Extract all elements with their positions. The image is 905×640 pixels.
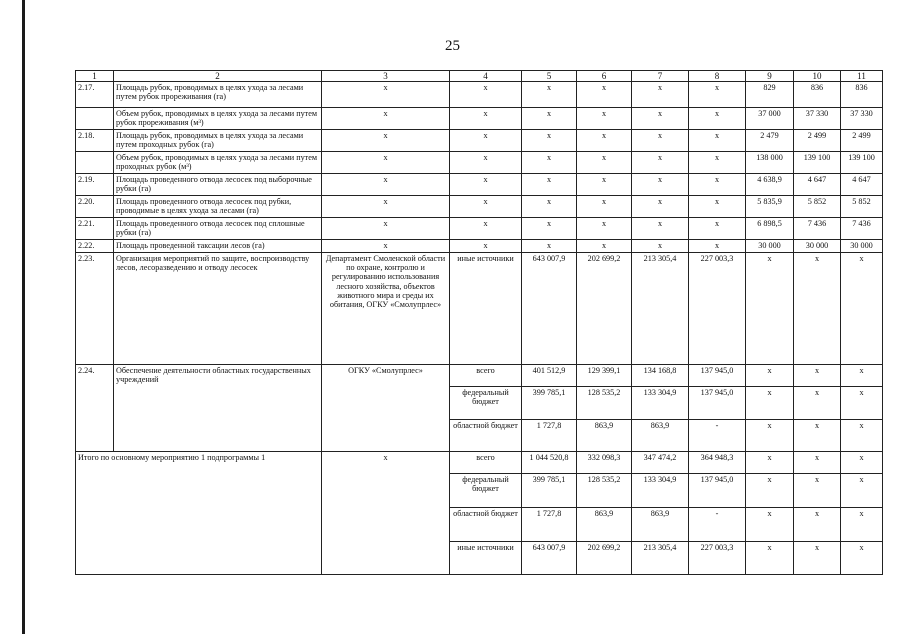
value-cell: x xyxy=(689,218,746,240)
value-cell: x xyxy=(577,240,632,253)
value-cell: 643 007,9 xyxy=(522,253,577,365)
header-row xyxy=(76,71,883,82)
value-cell: x xyxy=(689,108,746,130)
value-cell: x xyxy=(522,152,577,174)
value-cell: 213 305,4 xyxy=(632,542,689,575)
value-cell: x xyxy=(522,218,577,240)
table-row xyxy=(76,196,883,218)
row-number: 2.24. xyxy=(76,365,114,452)
value-cell: x xyxy=(322,152,450,174)
row-number: 2.21. xyxy=(76,218,114,240)
value-cell: x xyxy=(322,108,450,130)
value-cell: 5 835,9 xyxy=(746,196,794,218)
value-cell: x xyxy=(522,240,577,253)
funding-source: иные источники xyxy=(450,253,522,365)
value-cell: x xyxy=(841,474,883,508)
value-cell: 30 000 xyxy=(794,240,841,253)
value-cell: 30 000 xyxy=(746,240,794,253)
value-cell: 133 304,9 xyxy=(632,474,689,508)
column-header: 7 xyxy=(632,71,689,82)
budget-table xyxy=(75,70,883,575)
value-cell: 133 304,9 xyxy=(632,387,689,420)
column-header: 4 xyxy=(450,71,522,82)
value-cell: x xyxy=(450,174,522,196)
value-cell: x xyxy=(322,82,450,108)
value-cell: x xyxy=(794,253,841,365)
total-row xyxy=(76,452,883,474)
value-cell: x xyxy=(632,130,689,152)
value-cell: x xyxy=(689,174,746,196)
table-row xyxy=(76,82,883,108)
row-title: Обеспечение деятельности областных государственных учреждений xyxy=(114,365,322,452)
value-cell: x xyxy=(577,152,632,174)
value-cell: x xyxy=(794,420,841,452)
value-cell: x xyxy=(522,82,577,108)
value-cell: x xyxy=(577,218,632,240)
row-title: Объем рубок, проводимых в целях ухода за лесами путем проходных рубок (м³) xyxy=(114,152,322,174)
column-header: 5 xyxy=(522,71,577,82)
value-cell: 138 000 xyxy=(746,152,794,174)
value-cell: x xyxy=(794,365,841,387)
value-cell: x xyxy=(841,542,883,575)
value-cell: x xyxy=(841,452,883,474)
value-cell: x xyxy=(577,174,632,196)
scan-border-line xyxy=(22,0,25,634)
value-cell: 139 100 xyxy=(794,152,841,174)
value-cell: 399 785,1 xyxy=(522,387,577,420)
value-cell: x xyxy=(689,152,746,174)
value-cell: x xyxy=(689,196,746,218)
value-cell: x xyxy=(632,240,689,253)
table-row xyxy=(76,108,883,130)
executor-cell: ОГКУ «Смолупрлес» xyxy=(322,365,450,452)
value-cell: 401 512,9 xyxy=(522,365,577,387)
row-title: Площадь проведенной таксации лесов (га) xyxy=(114,240,322,253)
value-cell: 332 098,3 xyxy=(577,452,632,474)
value-cell: x xyxy=(689,82,746,108)
table-row xyxy=(76,365,883,387)
value-cell: 4 647 xyxy=(794,174,841,196)
column-header: 1 xyxy=(76,71,114,82)
value-cell: 1 044 520,8 xyxy=(522,452,577,474)
funding-source: федеральный бюджет xyxy=(450,474,522,508)
value-cell: 836 xyxy=(841,82,883,108)
value-cell: x xyxy=(322,174,450,196)
value-cell: 30 000 xyxy=(841,240,883,253)
value-cell: 134 168,8 xyxy=(632,365,689,387)
row-title: Площадь рубок, проводимых в целях ухода за лесами путем проходных рубок (га) xyxy=(114,130,322,152)
row-number: 2.22. xyxy=(76,240,114,253)
value-cell: 4 638,9 xyxy=(746,174,794,196)
total-label: Итого по основному мероприятию 1 подпрограммы 1 xyxy=(76,452,322,575)
value-cell: x xyxy=(794,508,841,542)
value-cell: 399 785,1 xyxy=(522,474,577,508)
value-cell: x xyxy=(841,508,883,542)
funding-source: областной бюджет xyxy=(450,420,522,452)
value-cell: 137 945,0 xyxy=(689,365,746,387)
value-cell: 128 535,2 xyxy=(577,387,632,420)
value-cell: - xyxy=(689,420,746,452)
value-cell: 1 727,8 xyxy=(522,508,577,542)
value-cell: x xyxy=(522,130,577,152)
value-cell: 2 499 xyxy=(794,130,841,152)
value-cell: x xyxy=(632,82,689,108)
row-number: 2.17. xyxy=(76,82,114,108)
value-cell: 37 330 xyxy=(794,108,841,130)
funding-source: иные источники xyxy=(450,542,522,575)
value-cell: 347 474,2 xyxy=(632,452,689,474)
value-cell: x xyxy=(577,130,632,152)
value-cell: 863,9 xyxy=(577,508,632,542)
funding-source: федеральный бюджет xyxy=(450,387,522,420)
value-cell: x xyxy=(632,196,689,218)
executor-cell: x xyxy=(322,452,450,575)
table-row xyxy=(76,253,883,365)
value-cell: 137 945,0 xyxy=(689,387,746,420)
value-cell: 213 305,4 xyxy=(632,253,689,365)
value-cell: 202 699,2 xyxy=(577,542,632,575)
value-cell: x xyxy=(322,240,450,253)
value-cell: x xyxy=(322,218,450,240)
row-title: Организация мероприятий по защите, воспроизводству лесов, лесоразведению и отводу лесосек xyxy=(114,253,322,365)
value-cell: x xyxy=(450,152,522,174)
value-cell: x xyxy=(841,387,883,420)
value-cell: 227 003,3 xyxy=(689,253,746,365)
value-cell: x xyxy=(841,253,883,365)
value-cell: x xyxy=(322,196,450,218)
value-cell: x xyxy=(746,387,794,420)
value-cell: 863,9 xyxy=(577,420,632,452)
value-cell: x xyxy=(450,196,522,218)
funding-source: областной бюджет xyxy=(450,508,522,542)
value-cell: x xyxy=(746,542,794,575)
value-cell: 836 xyxy=(794,82,841,108)
value-cell: 4 647 xyxy=(841,174,883,196)
value-cell: 128 535,2 xyxy=(577,474,632,508)
value-cell: x xyxy=(450,240,522,253)
value-cell: x xyxy=(450,218,522,240)
value-cell: x xyxy=(746,253,794,365)
value-cell: x xyxy=(450,130,522,152)
value-cell: x xyxy=(794,474,841,508)
value-cell: x xyxy=(450,108,522,130)
value-cell: 643 007,9 xyxy=(522,542,577,575)
value-cell: x xyxy=(632,218,689,240)
row-title: Площадь проведенного отвода лесосек под рубки, проводимые в целях ухода за лесами (га) xyxy=(114,196,322,218)
value-cell: 202 699,2 xyxy=(577,253,632,365)
value-cell: x xyxy=(794,452,841,474)
value-cell: x xyxy=(577,108,632,130)
value-cell: x xyxy=(577,82,632,108)
row-number xyxy=(76,152,114,174)
value-cell: 863,9 xyxy=(632,420,689,452)
value-cell: x xyxy=(794,387,841,420)
column-header: 9 xyxy=(746,71,794,82)
value-cell: x xyxy=(746,365,794,387)
row-number: 2.20. xyxy=(76,196,114,218)
value-cell: 37 330 xyxy=(841,108,883,130)
value-cell: x xyxy=(577,196,632,218)
column-header: 3 xyxy=(322,71,450,82)
value-cell: 6 898,5 xyxy=(746,218,794,240)
row-title: Площадь рубок, проводимых в целях ухода за лесами путем рубок прореживания (га) xyxy=(114,82,322,108)
value-cell: x xyxy=(522,108,577,130)
value-cell: 129 399,1 xyxy=(577,365,632,387)
row-title: Объем рубок, проводимых в целях ухода за лесами путем рубок прореживания (м³) xyxy=(114,108,322,130)
row-number: 2.19. xyxy=(76,174,114,196)
funding-source: всего xyxy=(450,365,522,387)
value-cell: 1 727,8 xyxy=(522,420,577,452)
value-cell: x xyxy=(746,452,794,474)
column-header: 2 xyxy=(114,71,322,82)
row-title: Площадь проведенного отвода лесосек под сплошные рубки (га) xyxy=(114,218,322,240)
row-number: 2.23. xyxy=(76,253,114,365)
value-cell: x xyxy=(841,420,883,452)
value-cell: x xyxy=(689,130,746,152)
column-header: 10 xyxy=(794,71,841,82)
value-cell: - xyxy=(689,508,746,542)
table-row xyxy=(76,130,883,152)
value-cell: x xyxy=(632,108,689,130)
row-number xyxy=(76,108,114,130)
value-cell: 139 100 xyxy=(841,152,883,174)
value-cell: 37 000 xyxy=(746,108,794,130)
row-number: 2.18. xyxy=(76,130,114,152)
value-cell: x xyxy=(746,420,794,452)
value-cell: x xyxy=(746,474,794,508)
value-cell: 227 003,3 xyxy=(689,542,746,575)
funding-source: всего xyxy=(450,452,522,474)
value-cell: 863,9 xyxy=(632,508,689,542)
value-cell: 137 945,0 xyxy=(689,474,746,508)
table-row xyxy=(76,174,883,196)
value-cell: x xyxy=(689,240,746,253)
value-cell: x xyxy=(450,82,522,108)
value-cell: x xyxy=(794,542,841,575)
value-cell: 2 499 xyxy=(841,130,883,152)
value-cell: 7 436 xyxy=(841,218,883,240)
value-cell: 364 948,3 xyxy=(689,452,746,474)
value-cell: x xyxy=(632,174,689,196)
column-header: 8 xyxy=(689,71,746,82)
column-header: 6 xyxy=(577,71,632,82)
table-row xyxy=(76,218,883,240)
value-cell: 7 436 xyxy=(794,218,841,240)
page-number: 25 xyxy=(445,38,460,54)
value-cell: 2 479 xyxy=(746,130,794,152)
value-cell: x xyxy=(522,196,577,218)
value-cell: x xyxy=(632,152,689,174)
table-row xyxy=(76,152,883,174)
value-cell: 829 xyxy=(746,82,794,108)
value-cell: x xyxy=(522,174,577,196)
value-cell: x xyxy=(746,508,794,542)
table-row xyxy=(76,240,883,253)
row-title: Площадь проведенного отвода лесосек под выборочные рубки (га) xyxy=(114,174,322,196)
executor-cell: Департамент Смоленской области по охране, контролю и регулированию использования лесного хозяйства, объектов животного мира и среды их обитания, ОГКУ «Смолупрлес» xyxy=(322,253,450,365)
value-cell: x xyxy=(322,130,450,152)
value-cell: 5 852 xyxy=(841,196,883,218)
value-cell: x xyxy=(841,365,883,387)
column-header: 11 xyxy=(841,71,883,82)
value-cell: 5 852 xyxy=(794,196,841,218)
